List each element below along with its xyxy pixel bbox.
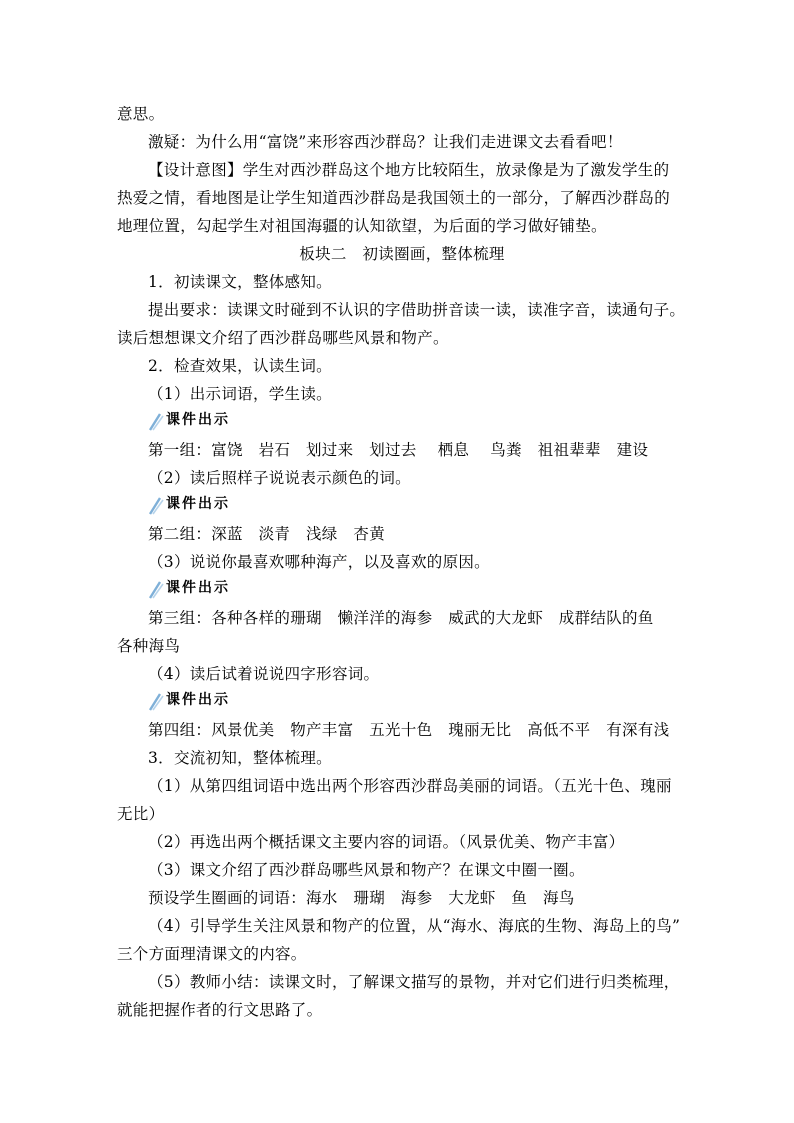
step-3-sub-1-line-2: 无比） (117, 805, 165, 823)
step-2-sub-4: （4）读后试着说说四字形容词。 (148, 665, 380, 683)
step-2-sub-1: （1）出示词语，学生读。 (148, 385, 332, 403)
word-group-2: 第二组：深蓝 淡青 浅绿 杏黄 (148, 525, 386, 543)
courseware-tag (117, 492, 687, 514)
design-intent-line-1: 【设计意图】学生对西沙群岛这个地方比较陌生，放录像是为了激发学生的 (148, 161, 670, 179)
courseware-tag (117, 576, 687, 598)
step-2-sub-2: （2）读后照样子说说表示颜色的词。 (148, 469, 411, 487)
question-paragraph: 激疑：为什么用“富饶”来形容西沙群岛？让我们走进课文去看看吧！ (148, 133, 623, 151)
paragraph-continuation: 意思。 (117, 105, 165, 123)
step-1-heading: 1．初读课文，整体感知。 (148, 273, 332, 291)
step-3-sub-3: （3）课文介绍了西沙群岛哪些风景和物产？在课文中圈一圈。 (148, 861, 585, 879)
pen-stroke-icon (148, 495, 166, 515)
word-group-1: 第一组：富饶 岩石 划过来 划过去 栖息 鸟粪 祖祖辈辈 建设 (148, 441, 649, 459)
document-body (117, 100, 687, 1024)
step-3-sub-4-line-1: （4）引导学生关注风景和物产的位置，从“海水、海底的生物、海岛上的鸟” (148, 917, 681, 935)
courseware-tag (117, 408, 687, 430)
step-1-requirement-line-1: 提出要求：读课文时碰到不认识的字借助拼音读一读，读准字音，读通句子。 (148, 301, 686, 319)
design-intent-line-3: 地理位置，勾起学生对祖国海疆的认知欲望，为后面的学习做好铺垫。 (117, 217, 607, 235)
step-3-sub-5-line-1: （5）教师小结：读课文时，了解课文描写的景物，并对它们进行归类梳理， (148, 973, 680, 991)
step-3-sub-4-line-2: 三个方面理清课文的内容。 (117, 945, 307, 963)
courseware-label: 课件出示 (166, 692, 230, 708)
step-3-sub-1-line-1: （1）从第四组词语中选出两个形容西沙群岛美丽的词语。（五光十色、瑰丽 (148, 777, 672, 795)
design-intent-line-2: 热爱之情，看地图是让学生知道西沙群岛是我国领土的一部分，了解西沙群岛的 (117, 189, 671, 207)
step-3-preset: 预设学生圈画的词语：海水 珊瑚 海参 大龙虾 鱼 海鸟 (148, 889, 575, 907)
pen-stroke-icon (148, 411, 166, 431)
courseware-label: 课件出示 (166, 580, 230, 596)
step-3-sub-5-line-2: 就能把握作者的行文思路了。 (117, 1001, 323, 1019)
step-2-sub-3: （3）说说你最喜欢哪种海产，以及喜欢的原因。 (148, 553, 490, 571)
word-group-3-line-1: 第三组：各种各样的珊瑚 懒洋洋的海参 威武的大龙虾 成群结队的鱼 (148, 609, 654, 627)
courseware-label: 课件出示 (166, 496, 230, 512)
step-3-sub-2: （2）再选出两个概括课文主要内容的词语。（风景优美、物产丰富） (148, 833, 625, 851)
pen-stroke-icon (148, 691, 166, 711)
section-title: 板块二 初读圈画，整体梳理 (299, 245, 505, 263)
step-2-heading: 2．检查效果，认读生词。 (148, 357, 332, 375)
word-group-4: 第四组：风景优美 物产丰富 五光十色 瑰丽无比 高低不平 有深有浅 (148, 721, 670, 739)
courseware-tag (117, 688, 687, 710)
courseware-label: 课件出示 (166, 412, 230, 428)
word-group-3-line-2: 各种海鸟 (117, 637, 181, 655)
pen-stroke-icon (148, 579, 166, 599)
step-1-requirement-line-2: 读后想想课文介绍了西沙群岛哪些风景和物产。 (117, 329, 449, 347)
step-3-heading: 3．交流初知，整体梳理。 (148, 749, 332, 767)
